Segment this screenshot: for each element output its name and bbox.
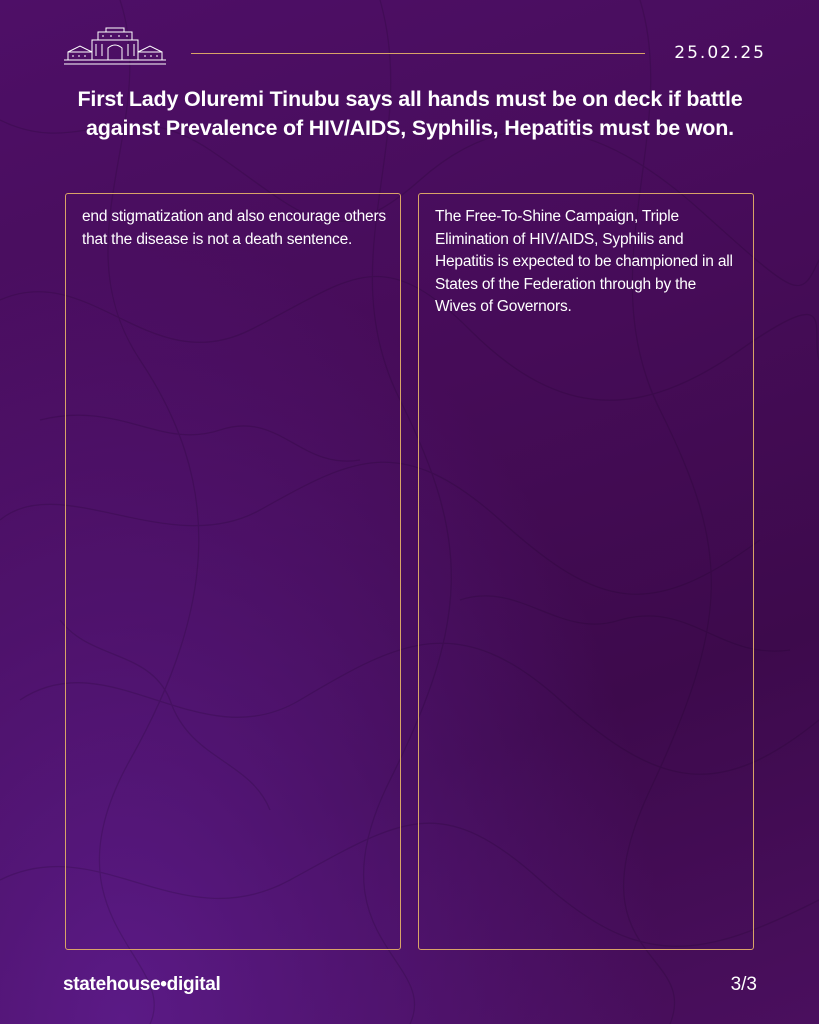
page-indicator: 3/3 — [730, 974, 757, 995]
brand-wordmark: statehouse•digital — [63, 974, 221, 995]
header-rule — [191, 53, 645, 54]
panel-text-right: The Free-To-Shine Campaign, Triple Elimination of HIV/AIDS, Syphilis and Hepatitis is expected to be championed in all States of the Federation through by the Wives of Governors. — [435, 208, 733, 315]
panel-text-left: end stigmatization and also encourage others that the disease is not a death sentence. — [82, 208, 386, 248]
headline: First Lady Oluremi Tinubu says all hands must be on deck if battle against Prevalence of HIV/AIDS, Syphilis, Hepatitis must be won. — [77, 87, 743, 140]
post-date: 25.02.25 — [674, 43, 766, 63]
statehouse-building-logo — [62, 26, 168, 68]
text-panel-left — [65, 193, 401, 950]
text-panel-right — [418, 193, 754, 950]
